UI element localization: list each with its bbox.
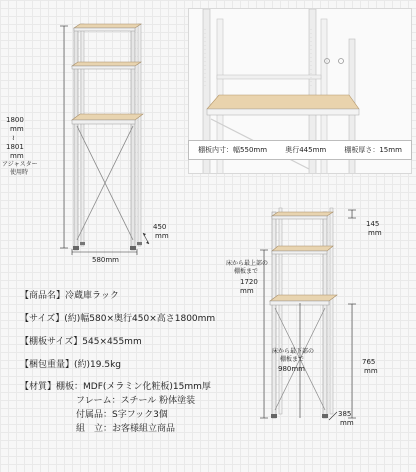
- spec-size: [20, 314, 215, 325]
- side-height-value: 765: [362, 358, 376, 366]
- height-dim-top-unit: mm: [10, 125, 24, 133]
- floor-to-bottom-label-1: 床から最下部の: [272, 348, 315, 355]
- top-gap-unit: mm: [368, 229, 382, 237]
- shelf-thickness: 棚板厚さ：15mm: [344, 146, 402, 154]
- floor-to-top-value: 1720: [240, 278, 258, 286]
- spec-shelf-size-value: 545×455mm: [82, 337, 142, 347]
- spec-material-accessory: 付属品：S字フック3個: [76, 410, 168, 420]
- spec-material-assembly: 組 立：お客様組立商品: [76, 424, 176, 434]
- spec-shelf-size: [20, 337, 142, 348]
- spec-weight-label: 【梱包重量】: [20, 360, 75, 370]
- spec-material-frame: フレーム：スチール 粉体塗装: [76, 396, 196, 406]
- height-dim-tilde: ≀: [12, 134, 15, 142]
- height-dim-bottom-unit: mm: [10, 152, 24, 160]
- spec-material: [20, 382, 211, 393]
- floor-to-bottom-value: 980mm: [278, 365, 305, 373]
- floor-to-top-label-2: 棚板まで: [234, 268, 259, 275]
- depth-dim-value: 450: [153, 223, 167, 231]
- spec-product-name-label: 【商品名】: [20, 291, 66, 301]
- spec-material-label: 【材質】: [20, 382, 57, 392]
- floor-to-top-unit: mm: [240, 287, 254, 295]
- floor-to-top-label-1: 床から最上部の: [226, 260, 269, 267]
- spec-product-name: [20, 291, 119, 302]
- spec-shelf-size-label: 【棚板サイズ】: [20, 337, 83, 347]
- shelf-inner-width: 棚板内寸：幅550mm: [198, 146, 268, 154]
- side-depth-unit: mm: [340, 419, 354, 427]
- shelf-inner-depth: 奥行445mm: [285, 146, 327, 154]
- spec-weight: [20, 360, 121, 371]
- side-height-unit: mm: [364, 367, 378, 375]
- spec-size-value: (約)幅580×奥行450×高さ1800mm: [64, 314, 216, 324]
- depth-dim-unit: mm: [155, 232, 169, 240]
- adjuster-label-2: 使用時: [10, 169, 29, 176]
- adjuster-label-1: アジャスター: [2, 161, 38, 168]
- height-dim-top: 1800: [6, 116, 24, 124]
- spec-material-shelf: 棚板：MDF(メラミン化粧板)15mm厚: [56, 382, 211, 392]
- height-dim-bottom: 1801: [6, 143, 24, 151]
- floor-to-bottom-label-2: 棚板まで: [280, 356, 305, 363]
- width-dim-value: 580mm: [92, 256, 119, 264]
- side-depth-value: 385: [338, 410, 352, 418]
- top-gap-value: 145: [366, 220, 380, 228]
- spec-product-name-value: 冷蔵庫ラック: [65, 291, 119, 301]
- spec-weight-value: (約)19.5kg: [74, 360, 122, 370]
- spec-size-label: 【サイズ】: [20, 314, 65, 324]
